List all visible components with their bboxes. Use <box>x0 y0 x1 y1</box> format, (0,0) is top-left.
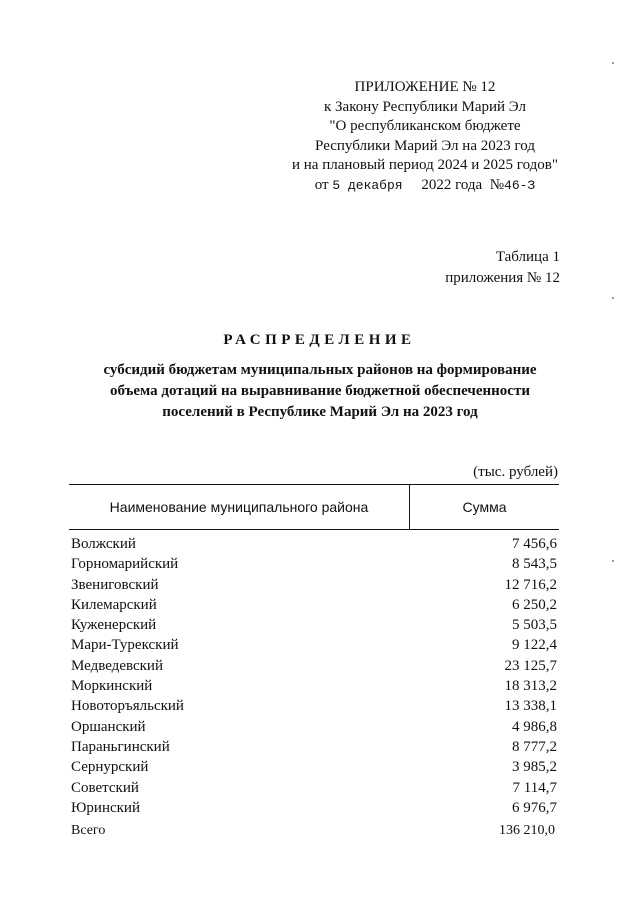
appendix-date-line <box>270 176 580 196</box>
table-row <box>71 615 557 635</box>
document-title: РАСПРЕДЕЛЕНИЕ <box>223 332 416 348</box>
scan-speck <box>612 297 614 299</box>
district-sum: 5 503,5 <box>512 617 557 634</box>
district-name: Звениговский <box>71 576 159 593</box>
table-row <box>71 757 557 777</box>
district-name: Волжский <box>71 536 136 552</box>
district-sum: 6 976,7 <box>512 799 557 816</box>
appendix-title: ПРИЛОЖЕНИЕ № 12 <box>354 79 496 95</box>
total-sum: 136 210,0 <box>499 823 555 838</box>
appendix-law-name-line1: "О республиканском бюджете <box>329 118 521 134</box>
table-row <box>71 737 557 757</box>
subtitle-line-1: субсидий бюджетам муниципальных районов на формирование <box>103 362 537 378</box>
district-sum: 6 250,2 <box>512 596 557 613</box>
district-sum: 18 313,2 <box>504 678 557 695</box>
district-sum: 8 543,5 <box>512 556 557 573</box>
law-number: 46-З <box>504 177 536 193</box>
district-sum: 13 338,1 <box>504 698 557 715</box>
units-label: (тыс. рублей) <box>473 464 558 480</box>
district-name: Куженерский <box>71 617 157 634</box>
header-sum: Сумма <box>462 499 507 515</box>
total-label: Всего <box>71 823 106 838</box>
table-appendix-ref: приложения № 12 <box>445 270 560 286</box>
district-sum: 4 986,8 <box>512 718 557 735</box>
district-sum: 7 456,6 <box>512 536 557 552</box>
document-subtitle <box>40 360 600 423</box>
scan-speck <box>612 560 614 562</box>
header-district-name: Наименование муниципального района <box>69 485 410 529</box>
table-body <box>71 534 557 818</box>
district-sum: 3 985,2 <box>512 759 557 776</box>
table-row <box>71 656 557 676</box>
table-row <box>71 575 557 595</box>
district-name: Параньгинский <box>71 738 170 755</box>
appendix-law-line: к Закону Республики Марий Эл <box>323 98 526 115</box>
district-name: Юринский <box>71 799 140 816</box>
date-day: 5 декабря <box>332 177 403 193</box>
subtitle-line-3: поселений в Республике Марий Эл на 2023 год <box>162 404 478 420</box>
subtitle-line-2: объема дотаций на выравнивание бюджетной обеспеченности <box>110 383 530 399</box>
district-name: Моркинский <box>71 678 153 695</box>
district-name: Горномарийский <box>71 556 179 573</box>
table-header <box>69 484 559 530</box>
table-row <box>71 676 557 696</box>
district-name: Мари-Турекский <box>71 637 179 654</box>
table-total-row <box>71 823 555 839</box>
appendix-law-name-line3: и на плановый период 2024 и 2025 годов" <box>292 157 558 173</box>
district-name: Сернурский <box>71 759 149 776</box>
scan-speck <box>612 62 614 64</box>
table-row <box>71 595 557 615</box>
district-name: Килемарский <box>71 596 157 613</box>
date-year: 2022 года <box>421 176 483 193</box>
table-row <box>71 696 557 716</box>
district-name: Советский <box>71 779 139 796</box>
table-row <box>71 635 557 655</box>
district-sum: 8 777,2 <box>512 738 557 755</box>
appendix-law-name-line2: Республики Марий Эл на 2023 год <box>315 137 535 154</box>
table-row <box>71 534 557 554</box>
district-sum: 12 716,2 <box>504 576 557 593</box>
table-row <box>71 778 557 798</box>
table-number: Таблица 1 <box>495 249 560 265</box>
district-name: Оршанский <box>71 718 146 735</box>
district-name: Медведевский <box>71 657 163 674</box>
table-reference <box>445 247 560 289</box>
district-sum: 23 125,7 <box>504 657 557 674</box>
appendix-header <box>270 78 580 195</box>
table-row <box>71 717 557 737</box>
table-row <box>71 798 557 818</box>
number-prefix: № <box>489 176 505 193</box>
date-prefix: от <box>314 176 329 193</box>
table-row <box>71 554 557 574</box>
district-sum: 7 114,7 <box>512 779 557 796</box>
district-sum: 9 122,4 <box>512 637 557 654</box>
district-name: Новоторъяльский <box>71 698 184 715</box>
